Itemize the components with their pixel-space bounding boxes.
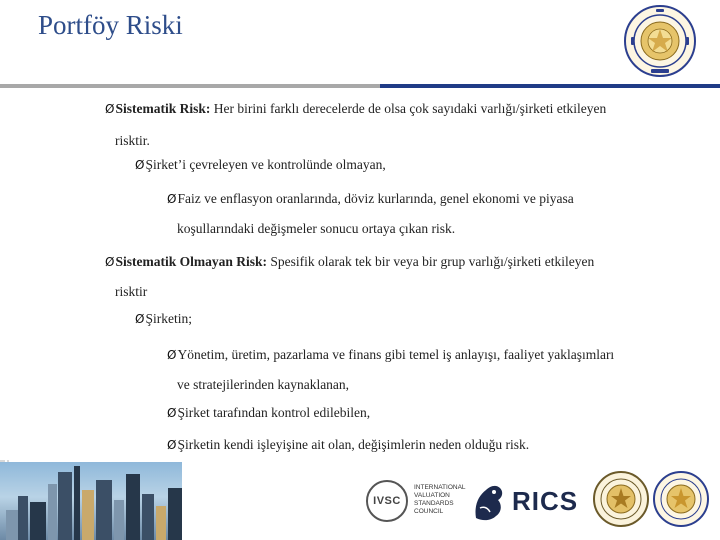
sub-sub-bullet-text: Şirketin kendi işleyişine ait olan, değişimlerin neden olduğu risk. xyxy=(177,437,530,452)
bullet-arrow-icon: Ø xyxy=(167,348,177,362)
city-skyline-photo xyxy=(0,462,182,540)
ivsc-logo xyxy=(362,470,474,532)
sub-bullet-text: Şirket’i çevreleyen ve kontrolünde olmayan, xyxy=(145,157,386,172)
sub-bullet-company xyxy=(135,308,685,330)
ankara-university-seal-icon xyxy=(592,470,650,528)
sub-sub-bullet-operations xyxy=(167,434,687,456)
term-unsystematic-risk: Sistematik Olmayan Risk: xyxy=(115,254,267,269)
bullet-arrow-icon: Ø xyxy=(167,406,177,420)
rics-wordmark: RICS xyxy=(512,486,579,516)
sub-sub-bullet-management xyxy=(167,344,687,395)
bullet-arrow-icon: Ø xyxy=(167,192,177,206)
footer-logos xyxy=(0,462,720,540)
definition-text: Spesifik olarak tek bir veya bir grup varlığı/şirketi etkileyen xyxy=(266,254,595,269)
rics-logo xyxy=(470,470,580,532)
sub-sub-bullet-text: Faiz ve enflasyon oranlarında, döviz kurlarında, genel ekonomi ve piyasa xyxy=(177,191,574,206)
ivsc-name: INTERNATIONAL VALUATION STANDARDS COUNCIL xyxy=(414,484,466,515)
bullet-systematic-risk xyxy=(105,98,687,151)
sub-sub-bullet-macro xyxy=(167,188,687,239)
sub-bullet-text: Şirketin; xyxy=(145,311,192,326)
title-divider xyxy=(0,84,380,88)
bullet-unsystematic-risk xyxy=(105,251,687,302)
bullet-arrow-icon: Ø xyxy=(105,102,115,116)
ivsc-emblem: IVSC xyxy=(366,480,408,522)
bullet-arrow-icon: Ø xyxy=(135,158,145,172)
lion-icon xyxy=(470,478,508,524)
ankara-university-seal-icon xyxy=(623,4,697,78)
title-divider-accent xyxy=(380,84,720,88)
bullet-arrow-icon: Ø xyxy=(105,255,115,269)
definition-continuation: risktir xyxy=(115,284,148,299)
ankara-university-seal-icon xyxy=(652,470,710,528)
slide-title: Portföy Riski xyxy=(38,10,183,40)
sub-bullet-external xyxy=(135,154,685,176)
term-systematic-risk: Sistematik Risk: xyxy=(115,101,211,116)
definition-continuation: risktir. xyxy=(115,133,150,148)
bullet-arrow-icon: Ø xyxy=(135,312,145,326)
definition-text: Her birini farklı derecelerde de olsa çok sayıdaki varlığı/şirketi etkileyen xyxy=(210,101,607,116)
sub-sub-bullet-continuation: ve stratejilerinden kaynaklanan, xyxy=(177,377,350,392)
sub-sub-bullet-text: Yönetim, üretim, pazarlama ve finans gibi temel iş anlayışı, faaliyet yaklaşımları xyxy=(177,347,615,362)
sub-sub-bullet-continuation: koşullarındaki değişmeler sonucu ortaya çıkan risk. xyxy=(177,221,456,236)
sub-sub-bullet-controllable xyxy=(167,402,687,424)
sub-sub-bullet-text: Şirket tarafından kontrol edilebilen, xyxy=(177,405,371,420)
bullet-arrow-icon: Ø xyxy=(167,438,177,452)
